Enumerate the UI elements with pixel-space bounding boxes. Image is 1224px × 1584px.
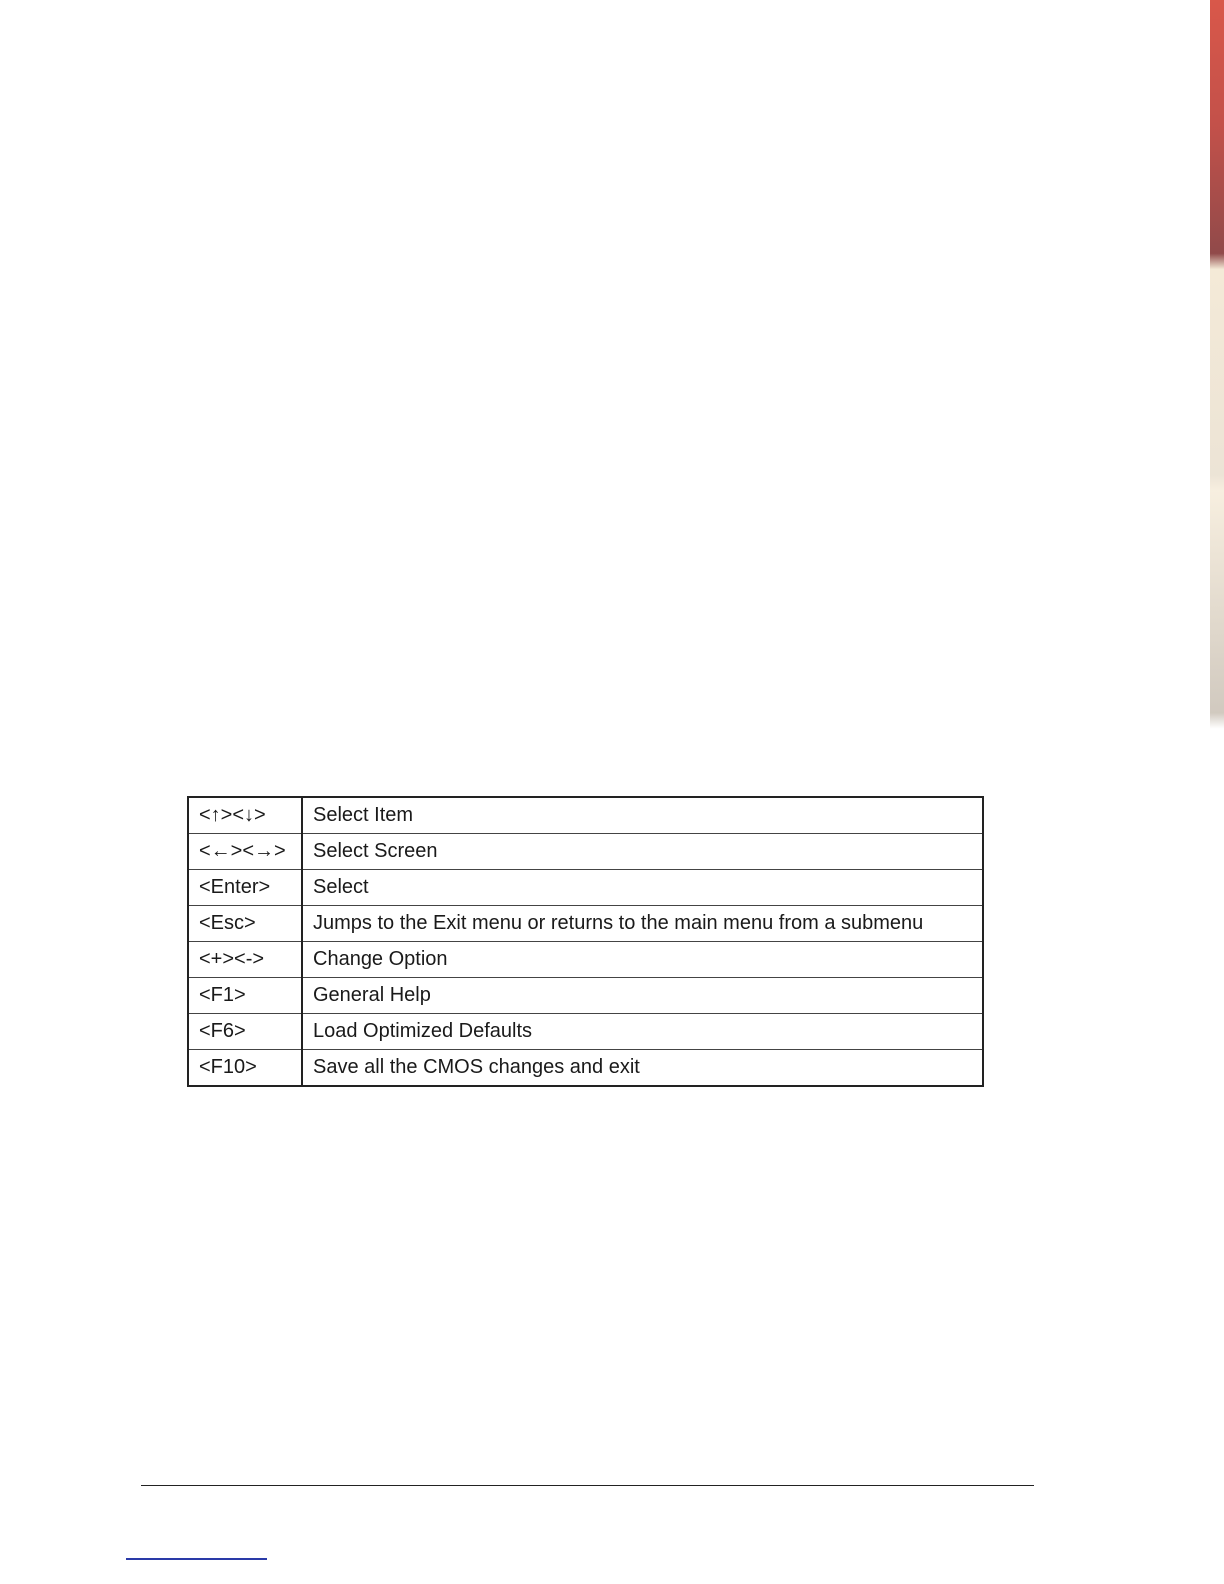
footer-link-underline xyxy=(126,1558,267,1560)
hotkey-action: Select Item xyxy=(302,797,983,834)
footer-divider xyxy=(141,1485,1034,1486)
page-edge-decoration xyxy=(1210,0,1224,1584)
table-row xyxy=(188,906,983,942)
hotkey-key: <F10> xyxy=(188,1050,302,1087)
table-row xyxy=(188,870,983,906)
hotkey-key: <↑><↓> xyxy=(188,797,302,834)
table-row xyxy=(188,942,983,978)
hotkey-action: Jumps to the Exit menu or returns to the main menu from a submenu xyxy=(302,906,983,942)
table-row xyxy=(188,1050,983,1087)
hotkey-key: <F1> xyxy=(188,978,302,1014)
table-row xyxy=(188,978,983,1014)
hotkey-table xyxy=(187,796,984,1087)
hotkey-key: <←><→> xyxy=(188,834,302,870)
table-row xyxy=(188,1014,983,1050)
table-row xyxy=(188,834,983,870)
table-row xyxy=(188,797,983,834)
hotkey-action: Save all the CMOS changes and exit xyxy=(302,1050,983,1087)
hotkey-key: <Esc> xyxy=(188,906,302,942)
hotkey-key: <Enter> xyxy=(188,870,302,906)
hotkey-action: Select xyxy=(302,870,983,906)
hotkey-key: <F6> xyxy=(188,1014,302,1050)
hotkey-key: <+><-> xyxy=(188,942,302,978)
hotkey-action: Load Optimized Defaults xyxy=(302,1014,983,1050)
hotkey-action: Select Screen xyxy=(302,834,983,870)
hotkey-action: Change Option xyxy=(302,942,983,978)
hotkey-action: General Help xyxy=(302,978,983,1014)
